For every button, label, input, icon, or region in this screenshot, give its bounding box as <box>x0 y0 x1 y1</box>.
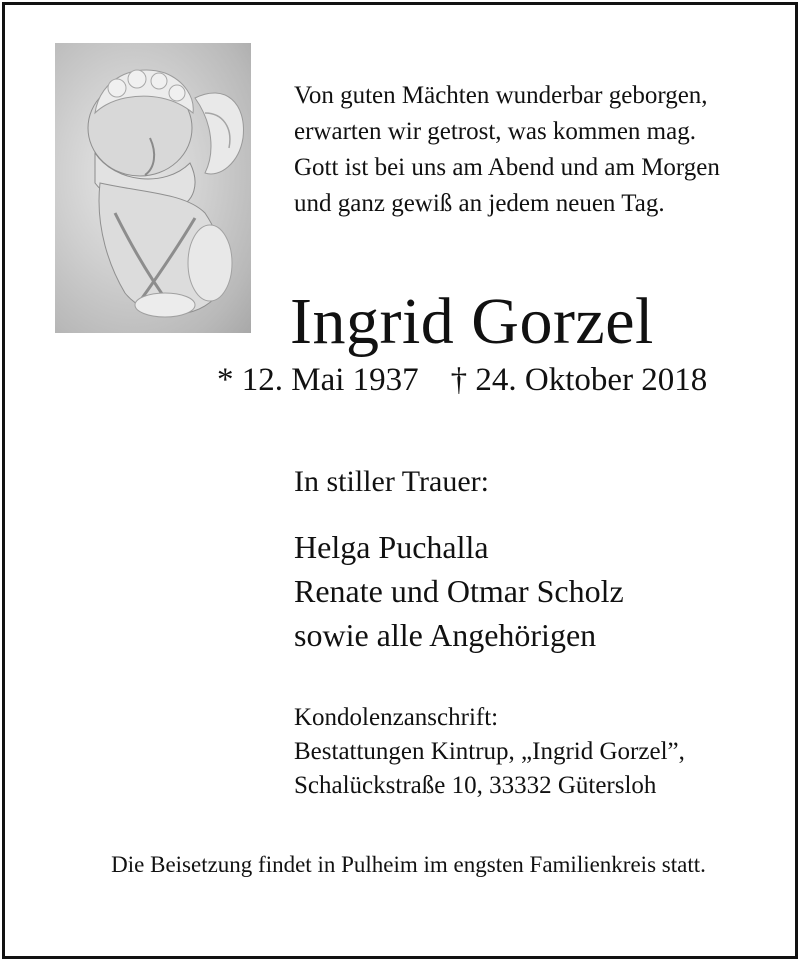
poem-line: Gott ist bei uns am Abend und am Morgen <box>294 154 720 181</box>
angel-photo <box>55 43 251 333</box>
mourners-list <box>294 525 624 657</box>
poem <box>294 78 720 222</box>
condolence-label: Kondolenzanschrift: <box>294 704 499 731</box>
poem-line: und ganz gewiß an jedem neuen Tag. <box>294 190 665 217</box>
condolence-line: Bestattungen Kintrup, „Ingrid Gorzel”, <box>294 738 685 765</box>
mourner-name: sowie alle Angehörigen <box>294 617 597 653</box>
life-dates <box>217 358 707 402</box>
angel-statue-icon <box>55 43 251 333</box>
condolence-address <box>294 701 685 803</box>
mourner-name: Renate und Otmar Scholz <box>294 573 624 609</box>
death-date: † 24. Oktober 2018 <box>450 362 708 398</box>
mourning-label: In stiller Trauer: <box>294 465 489 498</box>
funeral-note: Die Beisetzung findet in Pulheim im engsten Familienkreis statt. <box>111 852 706 877</box>
deceased-name: Ingrid Gorzel <box>290 285 654 358</box>
mourner-name: Helga Puchalla <box>294 529 489 565</box>
condolence-line: Schalückstraße 10, 33332 Gütersloh <box>294 772 657 799</box>
poem-line: Von guten Mächten wunderbar geborgen, <box>294 82 708 109</box>
birth-date: * 12. Mai 1937 <box>217 362 419 398</box>
poem-line: erwarten wir getrost, was kommen mag. <box>294 118 696 145</box>
